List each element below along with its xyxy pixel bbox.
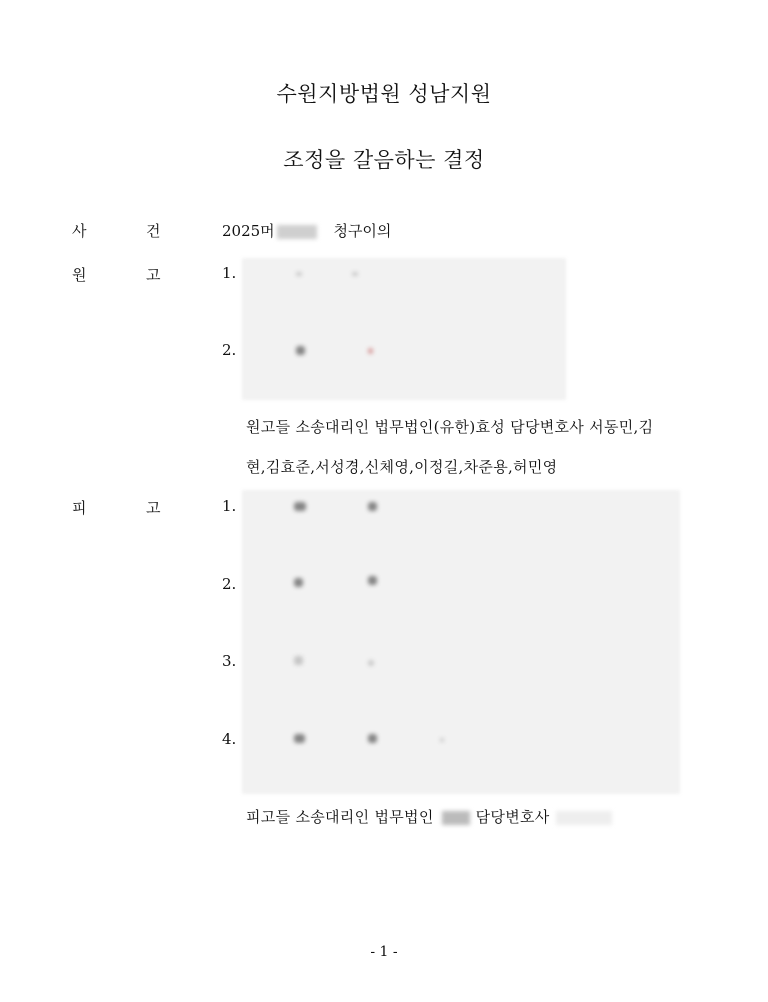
redaction-smudge xyxy=(294,578,303,587)
redaction-smudge xyxy=(296,272,302,276)
redaction-smudge xyxy=(352,272,358,276)
plaintiff-label-right: 고 xyxy=(146,266,161,284)
plaintiff-counsel-line-1: 원고들 소송대리인 법무법인(유한)효성 담당변호사 서동민,김 xyxy=(246,418,654,436)
plaintiff-counsel-line-2: 현,김효준,서성경,신체영,이정길,차준용,허민영 xyxy=(246,458,558,476)
case-label-right: 건 xyxy=(146,222,161,240)
defendant-item-4: 4. xyxy=(222,730,237,748)
plaintiff-item-2: 2. xyxy=(222,341,237,359)
defendant-label-left: 피 xyxy=(72,499,87,517)
defendant-counsel-prefix: 피고들 소송대리인 법무법인 xyxy=(246,808,434,826)
case-label-left: 사 xyxy=(72,222,87,240)
defendant-counsel-line xyxy=(246,806,614,827)
redaction-smudge xyxy=(368,576,377,585)
firm-name-redaction xyxy=(442,811,470,825)
redaction-smudge xyxy=(294,734,305,743)
redaction-smudge xyxy=(296,346,305,355)
case-number-line xyxy=(222,220,391,241)
redaction-smudge xyxy=(368,502,377,511)
defendant-counsel-suffix: 담당변호사 xyxy=(475,808,550,826)
redaction-smudge xyxy=(368,660,374,666)
redaction-smudge xyxy=(440,738,444,742)
defendant-redaction-block xyxy=(242,490,680,794)
redaction-smudge xyxy=(294,656,303,665)
redaction-smudge xyxy=(368,734,377,743)
defendant-item-1: 1. xyxy=(222,497,237,515)
plaintiff-item-1: 1. xyxy=(222,264,237,282)
case-name: 청구이의 xyxy=(333,222,392,240)
defendant-item-3: 3. xyxy=(222,652,237,670)
court-name: 수원지방법원 성남지원 xyxy=(276,82,492,106)
defendant-label-right: 고 xyxy=(146,499,161,517)
redaction-smudge xyxy=(294,502,306,511)
plaintiff-redaction-block xyxy=(242,258,566,400)
plaintiff-label-left: 원 xyxy=(72,266,87,284)
redaction-smudge xyxy=(368,348,373,354)
lawyer-name-redaction xyxy=(556,811,612,825)
case-number-prefix: 2025머 xyxy=(222,222,275,240)
document-title: 조정을 갈음하는 결정 xyxy=(283,148,485,172)
case-number-redaction xyxy=(277,225,317,239)
page-number: - 1 - xyxy=(370,944,398,960)
defendant-item-2: 2. xyxy=(222,575,237,593)
